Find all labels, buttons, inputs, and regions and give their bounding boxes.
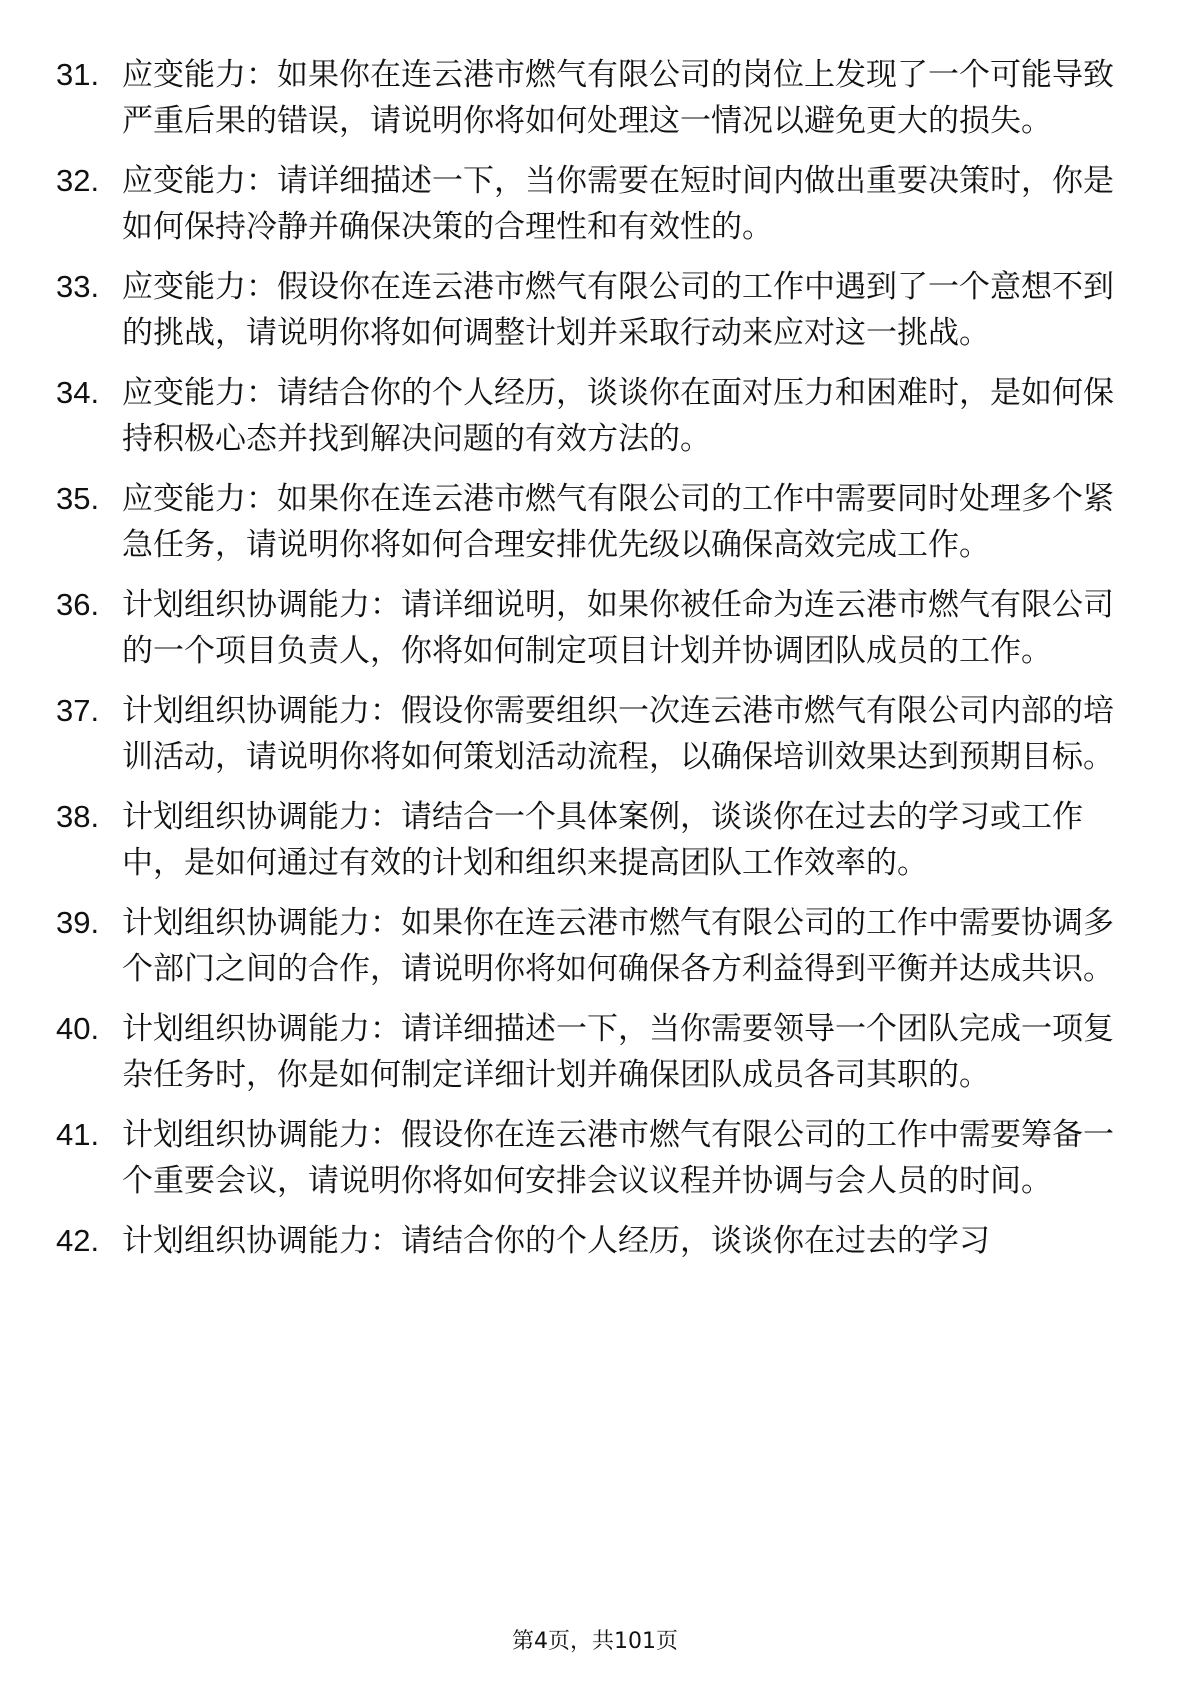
question-number: 33. [56, 269, 100, 304]
question-number: 35. [56, 481, 100, 516]
question-number: 32. [56, 163, 100, 198]
question-number: 42. [56, 1223, 100, 1258]
question-item [56, 264, 1136, 356]
question-item [56, 1112, 1136, 1204]
question-list [56, 52, 1136, 1278]
question-item [56, 52, 1136, 144]
question-item [56, 582, 1136, 674]
question-item [56, 1218, 1136, 1264]
question-text: 应变能力：如果你在连云港市燃气有限公司的工作中需要同时处理多个紧急任务，请说明你将如何合理安排优先级以确保高效完成工作。 [122, 481, 1114, 563]
question-item [56, 370, 1136, 462]
question-text: 应变能力：假设你在连云港市燃气有限公司的工作中遇到了一个意想不到的挑战，请说明你将如何调整计划并采取行动来应对这一挑战。 [122, 269, 1114, 351]
question-item [56, 900, 1136, 992]
question-item [56, 476, 1136, 568]
question-number: 37. [56, 693, 100, 728]
question-item [56, 794, 1136, 886]
question-number: 41. [56, 1117, 100, 1152]
question-number: 39. [56, 905, 100, 940]
question-number: 34. [56, 375, 100, 410]
question-item [56, 158, 1136, 250]
question-item [56, 1006, 1136, 1098]
question-text: 计划组织协调能力：假设你需要组织一次连云港市燃气有限公司内部的培训活动，请说明你将如何策划活动流程，以确保培训效果达到预期目标。 [122, 693, 1114, 775]
question-number: 40. [56, 1011, 100, 1046]
question-text: 计划组织协调能力：请详细描述一下，当你需要领导一个团队完成一项复杂任务时，你是如何制定详细计划并确保团队成员各司其职的。 [122, 1011, 1114, 1093]
page-footer: 第4页，共101页 [512, 1629, 678, 1654]
question-text: 应变能力：请详细描述一下，当你需要在短时间内做出重要决策时，你是如何保持冷静并确保决策的合理性和有效性的。 [122, 163, 1114, 245]
question-number: 36. [56, 587, 100, 622]
question-text: 计划组织协调能力：请结合一个具体案例，谈谈你在过去的学习或工作中，是如何通过有效的计划和组织来提高团队工作效率的。 [122, 799, 1083, 881]
question-text: 应变能力：如果你在连云港市燃气有限公司的岗位上发现了一个可能导致严重后果的错误，请说明你将如何处理这一情况以避免更大的损失。 [122, 57, 1114, 139]
question-text: 计划组织协调能力：假设你在连云港市燃气有限公司的工作中需要筹备一个重要会议，请说明你将如何安排会议议程并协调与会人员的时间。 [122, 1117, 1114, 1199]
question-item [56, 688, 1136, 780]
question-text: 应变能力：请结合你的个人经历，谈谈你在面对压力和困难时，是如何保持积极心态并找到解决问题的有效方法的。 [122, 375, 1114, 457]
question-number: 31. [56, 57, 100, 92]
question-text: 计划组织协调能力：请结合你的个人经历，谈谈你在过去的学习 [122, 1223, 990, 1259]
question-text: 计划组织协调能力：如果你在连云港市燃气有限公司的工作中需要协调多个部门之间的合作，请说明你将如何确保各方利益得到平衡并达成共识。 [122, 905, 1114, 987]
question-number: 38. [56, 799, 100, 834]
question-text: 计划组织协调能力：请详细说明，如果你被任命为连云港市燃气有限公司的一个项目负责人，你将如何制定项目计划并协调团队成员的工作。 [122, 587, 1114, 669]
